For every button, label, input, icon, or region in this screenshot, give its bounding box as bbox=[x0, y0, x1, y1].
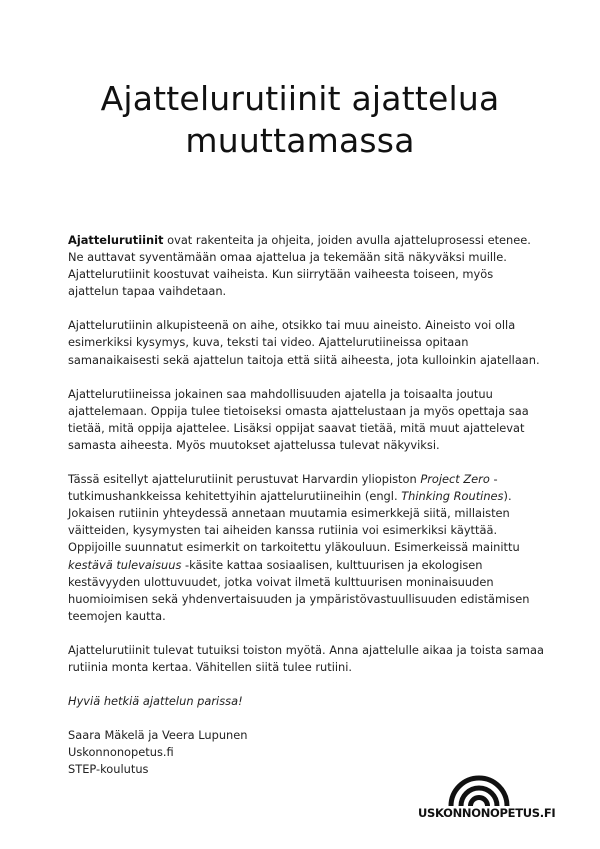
pz-text-3: ). Jokaisen rutiinin yhteydessä annetaan muutamia esimerkkejä siitä, millaisten väitteiden, kysymysten tai aiheiden kanssa rutiinia voi esimerkiksi käyttää. Oppijoille suunnatut esimerkit on tarkoitettu yläkouluun. Esimerkeissä mainittu bbox=[68, 489, 520, 555]
intro-term: Ajattelurutiinit bbox=[68, 233, 164, 247]
signature-authors: Saara Mäkelä ja Veera Lupunen bbox=[68, 728, 248, 743]
paragraph-intro bbox=[68, 232, 546, 300]
intro-text: ovat rakenteita ja ohjeita, joiden avulla ajatteluprosessi etenee. Ne auttavat syventämään omaa ajattelua ja tekemään sitä näkyväksi muille. Ajattelurutiinit koostuvat vaiheista. Kun siirrytään vaiheesta toiseen, myös ajattelun tapaa vaihdetaan. bbox=[68, 233, 531, 299]
logo-text: USKONNONOPETUS.FI bbox=[418, 806, 556, 820]
signature-site: Uskonnonopetus.fi bbox=[68, 745, 174, 760]
paragraph-repetition: Ajattelurutiinit tulevat tutuiksi toiston myötä. Anna ajattelulle aikaa ja toista samaa rutiinia monta kertaa. Vähitellen siitä tulee rutiini. bbox=[68, 642, 544, 674]
pz-italic-project-zero: Project Zero bbox=[420, 472, 490, 487]
uskonnonopetus-logo bbox=[418, 770, 556, 830]
pz-italic-sustainable-future: kestävä tulevaisuus bbox=[68, 557, 182, 572]
pz-text-2: -tutkimushankkeissa kehitettyihin ajattelurutiineihin (engl. bbox=[68, 472, 498, 504]
paragraph-project-zero bbox=[68, 471, 546, 625]
paragraph-everyone-thinks: Ajattelurutiineissa jokainen saa mahdollisuuden ajatella ja toisaalta joutuu ajattelemaan. Oppija tulee tietoiseksi omasta ajattelustaan ja myös opettaja saa tietää, mitä oppija ajattelee. Lisäksi oppijat saavat tietää, mitä muut ajattelevat samasta aiheesta. Myös muutokset ajattelussa tulevat näkyviksi. bbox=[68, 386, 529, 452]
title-line-2: muuttamassa bbox=[185, 121, 415, 160]
greeting-text: Hyviä hetkiä ajattelun parissa! bbox=[68, 694, 243, 709]
greeting bbox=[68, 693, 546, 710]
title-line-1: Ajattelurutiinit ajattelua bbox=[100, 79, 500, 118]
pz-italic-thinking-routines: Thinking Routines bbox=[401, 489, 504, 504]
body-text bbox=[68, 232, 546, 795]
pz-text-4: -käsite kattaa sosiaalisen, kulttuurisen ja ekologisen kestävyyden ulottuvuudet, jotka voivat ilmetä kulttuurisen moninaisuuden huomioimisen sekä yhdenvertaisuuden ja ympäristövastuullisuuden edistämisen teemojen kautta. bbox=[68, 557, 530, 623]
page-title bbox=[40, 78, 560, 162]
paragraph-starting-point: Ajattelurutiinin alkupisteenä on aihe, otsikko tai muu aineisto. Aineisto voi olla esimerkiksi kysymys, kuva, teksti tai video. Ajattelurutiineissa opitaan samanaikaisesti sekä ajattelun taitoja että siitä aiheesta, jota kulloinkin ajatellaan. bbox=[68, 318, 540, 367]
concentric-arcs-logo-icon bbox=[448, 772, 510, 806]
signature-program: STEP-koulutus bbox=[68, 762, 149, 777]
pz-text-1: Tässä esitellyt ajattelurutiinit perustuvat Harvardin yliopiston bbox=[68, 472, 421, 487]
